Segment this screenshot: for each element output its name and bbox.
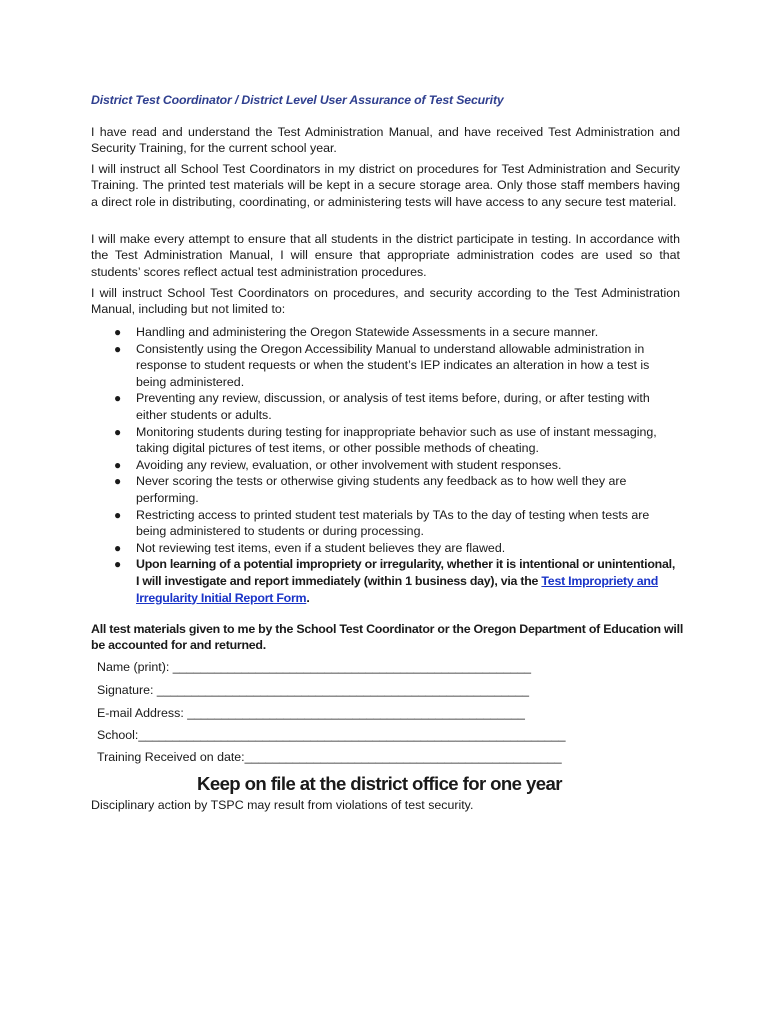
form-title: District Test Coordinator / District Level User Assurance of Test Security xyxy=(91,93,504,107)
paragraph-training: I have read and understand the Test Administration Manual, and have received Test Administration and Security Training, for the current school year. xyxy=(91,125,680,156)
report-form-link[interactable]: Test Impropriety and Irregularity Initial Report Form xyxy=(136,573,659,605)
signature-field[interactable]: Signature: ______________________________________________________ xyxy=(97,683,530,697)
paragraph-instruct-stc: I will instruct all School Test Coordinators in my district on procedures for Test Administration and Security Training. The printed test materials will be kept in a secure storage area. Only those staff members having a direct role in distributing, coordinating, or administering tests will have access to any secure test material. xyxy=(91,162,680,209)
name-field[interactable]: Name (print): ____________________________________________________ xyxy=(97,660,532,674)
bullet-icon: ● xyxy=(114,540,122,555)
paragraph-participation: I will make every attempt to ensure that all students in the district participate in testing. In accordance with the Test Administration Manual, I will ensure that appropriate administration codes are used so that students’ scores reflect actual test administration procedures. xyxy=(91,232,680,279)
list-item: ● Consistently using the Oregon Accessibility Manual to understand allowable administration in response to student requests or when the student’s IEP indicates an alteration in how a test is being administered. xyxy=(114,341,650,389)
list-item: ● Avoiding any review, evaluation, or other involvement with student responses. xyxy=(114,457,562,472)
bullet-icon: ● xyxy=(114,557,121,572)
list-item-report-irregularity: ● Upon learning of a potential impropriety or irregularity, whether it is intentional or unintentional, I will investigate and report immediately (within 1 business day), via the Test Impropriety and Irregularity Initial Report Form. xyxy=(114,557,676,605)
email-field[interactable]: E-mail Address: _________________________________________________ xyxy=(97,706,525,720)
bullet-icon: ● xyxy=(114,507,122,522)
list-item: ● Restricting access to printed student test materials by TAs to the day of testing when tests are being administered to students or during processing. xyxy=(114,507,650,539)
list-item: ● Monitoring students during testing for inappropriate behavior such as use of instant messaging, taking digital pictures of test items, or other possible methods of cheating. xyxy=(114,424,657,456)
disciplinary-note: Disciplinary action by TSPC may result from violations of test security. xyxy=(91,798,474,812)
bullet-icon: ● xyxy=(114,391,122,406)
list-item: ● Preventing any review, discussion, or analysis of test items before, during, or after testing with either students or adults. xyxy=(114,391,650,422)
training-date-field[interactable]: Training Received on date:______________________________________________ xyxy=(97,750,562,764)
keep-on-file-heading: Keep on file at the district office for one year xyxy=(197,773,562,794)
bullet-icon: ● xyxy=(114,341,122,356)
list-item: ● Handling and administering the Oregon Statewide Assessments in a secure manner. xyxy=(114,325,599,339)
bullet-icon: ● xyxy=(114,424,122,439)
paragraph-procedures: I will instruct School Test Coordinators on procedures, and security according to the Test Administration Manual, including but not limited to: xyxy=(91,286,680,317)
school-field[interactable]: School:______________________________________________________________ xyxy=(97,728,566,742)
bullet-icon: ● xyxy=(114,457,122,472)
list-item: ● Not reviewing test items, even if a student believes they are flawed. xyxy=(114,540,506,555)
list-item: ● Never scoring the tests or otherwise giving students any feedback as to how well they are performing. xyxy=(114,474,627,505)
accounted-statement: All test materials given to me by the School Test Coordinator or the Oregon Department of Education will be accounted for and returned. xyxy=(91,622,684,653)
bullet-icon: ● xyxy=(114,474,122,489)
bullet-icon: ● xyxy=(114,325,122,339)
procedure-list xyxy=(91,324,691,606)
